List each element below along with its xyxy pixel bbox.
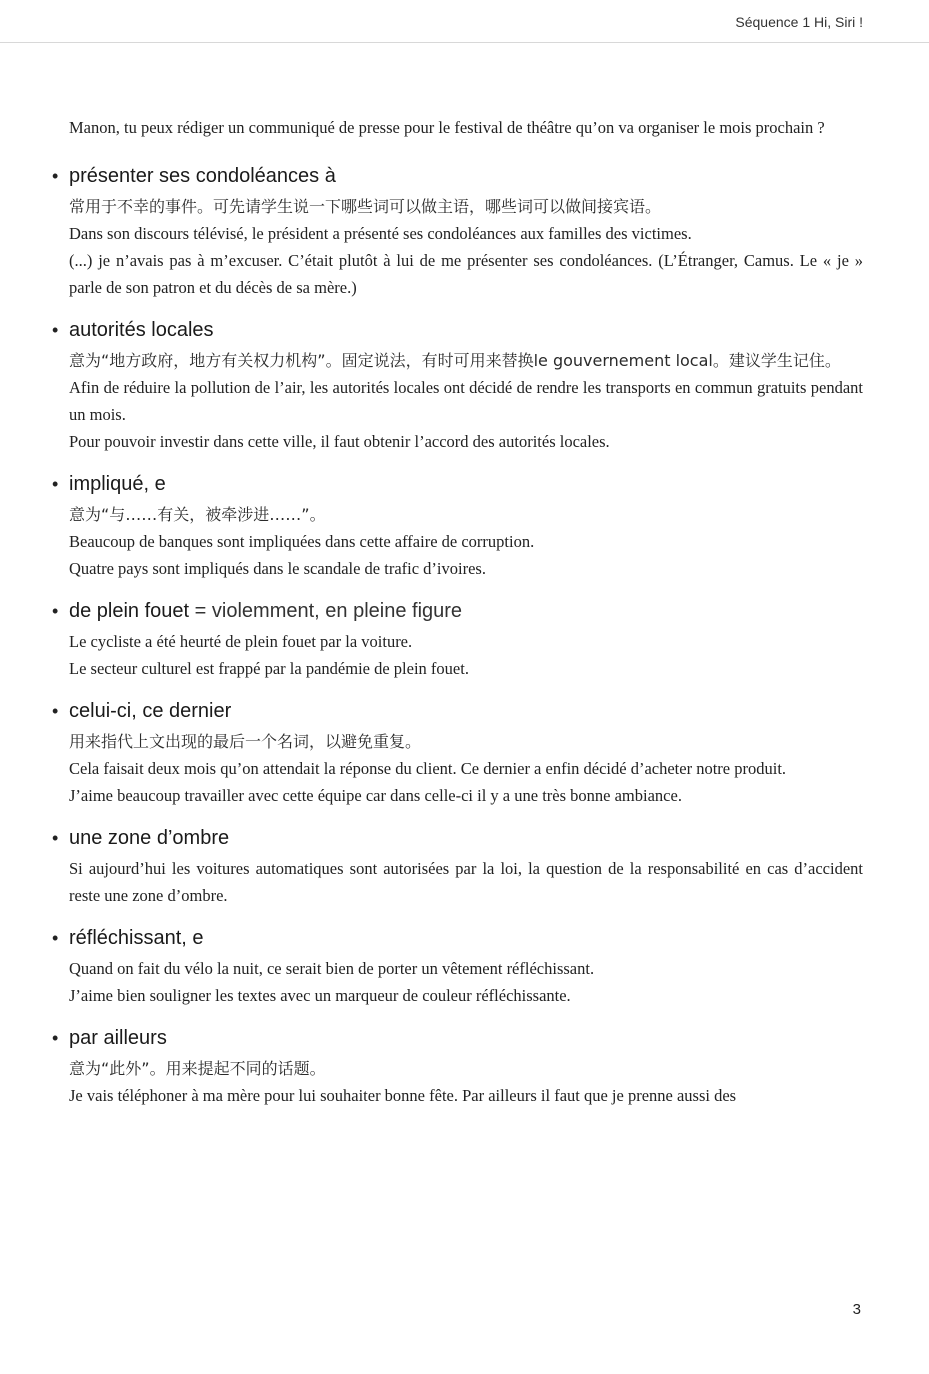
term-text: par ailleurs <box>69 1027 167 1049</box>
entry-note-zh: 意为“此外”。用来提起不同的话题。 <box>69 1059 326 1078</box>
entry-term <box>52 596 863 626</box>
term-text: autorités locales <box>69 319 214 341</box>
term-text: présenter ses condoléances à <box>69 165 336 187</box>
entry-note-zh: 用来指代上文出现的最后一个名词，以避免重复。 <box>69 732 422 751</box>
header-divider <box>0 42 929 43</box>
example-sentence: Le cycliste a été heurté de plein fouet par la voiture. <box>69 632 413 651</box>
running-header: Séquence 1 Hi, Siri ! <box>735 14 863 30</box>
bullet-icon: • <box>52 320 59 340</box>
vocab-entry <box>52 823 863 909</box>
example-sentence: Cela faisait deux mois qu’on attendait la réponse du client. Ce dernier a enfin décidé d’acheter notre produit. <box>69 759 787 778</box>
term-text: celui-ci, ce dernier <box>69 700 232 722</box>
example-sentence: (...) je n’avais pas à m’excuser. C’était plutôt à lui de me présenter ses condoléances. (L’Étranger, Camus. Le « je » parle de son patron et du décès de sa mère.) <box>69 251 863 297</box>
example-sentence: Afin de réduire la pollution de l’air, les autorités locales ont décidé de rendre les transports en commun gratuits pendant un mois. <box>69 378 863 424</box>
example-sentence: Dans son discours télévisé, le président a présenté ses condoléances aux familles des victimes. <box>69 224 692 243</box>
term-text: une zone d’ombre <box>69 827 230 849</box>
term-text: impliqué, e <box>69 473 166 495</box>
example-sentence: Beaucoup de banques sont impliquées dans cette affaire de corruption. <box>69 532 535 551</box>
intro-paragraph: Manon, tu peux rédiger un communiqué de presse pour le festival de théâtre qu’on va organiser le mois prochain ? <box>69 118 825 137</box>
example-sentence: Je vais téléphoner à ma mère pour lui souhaiter bonne fête. Par ailleurs il faut que je prenne aussi des <box>69 1086 737 1105</box>
term-text: de plein fouet <box>69 600 190 622</box>
vocab-entry <box>52 696 863 809</box>
bullet-icon: • <box>52 474 59 494</box>
term-synonyms: = violemment, en pleine figure <box>189 600 463 622</box>
example-sentence: Le secteur culturel est frappé par la pandémie de plein fouet. <box>69 659 469 678</box>
entry-term <box>52 823 863 853</box>
bullet-icon: • <box>52 928 59 948</box>
bullet-icon: • <box>52 601 59 621</box>
entry-term <box>52 1023 863 1053</box>
entry-term <box>52 315 863 345</box>
entry-term <box>52 469 863 499</box>
bullet-icon: • <box>52 1028 59 1048</box>
vocab-entry <box>52 469 863 582</box>
example-sentence: Pour pouvoir investir dans cette ville, il faut obtenir l’accord des autorités locales. <box>69 432 610 451</box>
entry-term <box>52 923 863 953</box>
bullet-icon: • <box>52 166 59 186</box>
bullet-icon: • <box>52 701 59 721</box>
vocab-entry <box>52 923 863 1009</box>
term-text: réfléchissant, e <box>69 927 204 949</box>
vocab-entry <box>52 1023 863 1109</box>
vocab-entry <box>52 161 863 301</box>
entry-term <box>52 161 863 191</box>
vocab-entry <box>52 315 863 455</box>
entry-note-zh: 意为“与……有关，被牵涉进……”。 <box>69 505 326 524</box>
example-sentence: J’aime beaucoup travailler avec cette équipe car dans celle-ci il y a une très bonne ambiance. <box>69 786 682 805</box>
example-sentence: Quatre pays sont impliqués dans le scandale de trafic d’ivoires. <box>69 559 486 578</box>
entry-note-zh: 常用于不幸的事件。可先请学生说一下哪些词可以做主语，哪些词可以做间接宾语。 <box>69 197 662 216</box>
bullet-icon: • <box>52 828 59 848</box>
entry-term <box>52 696 863 726</box>
example-sentence: J’aime bien souligner les textes avec un marqueur de couleur réfléchissante. <box>69 986 571 1005</box>
vocab-entry <box>52 596 863 682</box>
page-number: 3 <box>852 1301 861 1318</box>
example-sentence: Quand on fait du vélo la nuit, ce serait bien de porter un vêtement réfléchissant. <box>69 959 595 978</box>
example-sentence: Si aujourd’hui les voitures automatiques sont autorisées par la loi, la question de la responsabilité en cas d’accident reste une zone d’ombre. <box>69 859 863 905</box>
page-content <box>52 114 863 1123</box>
entry-note-zh: 意为“地方政府，地方有关权力机构”。固定说法，有时可用来替换le gouvernement local。建议学生记住。 <box>69 351 841 370</box>
